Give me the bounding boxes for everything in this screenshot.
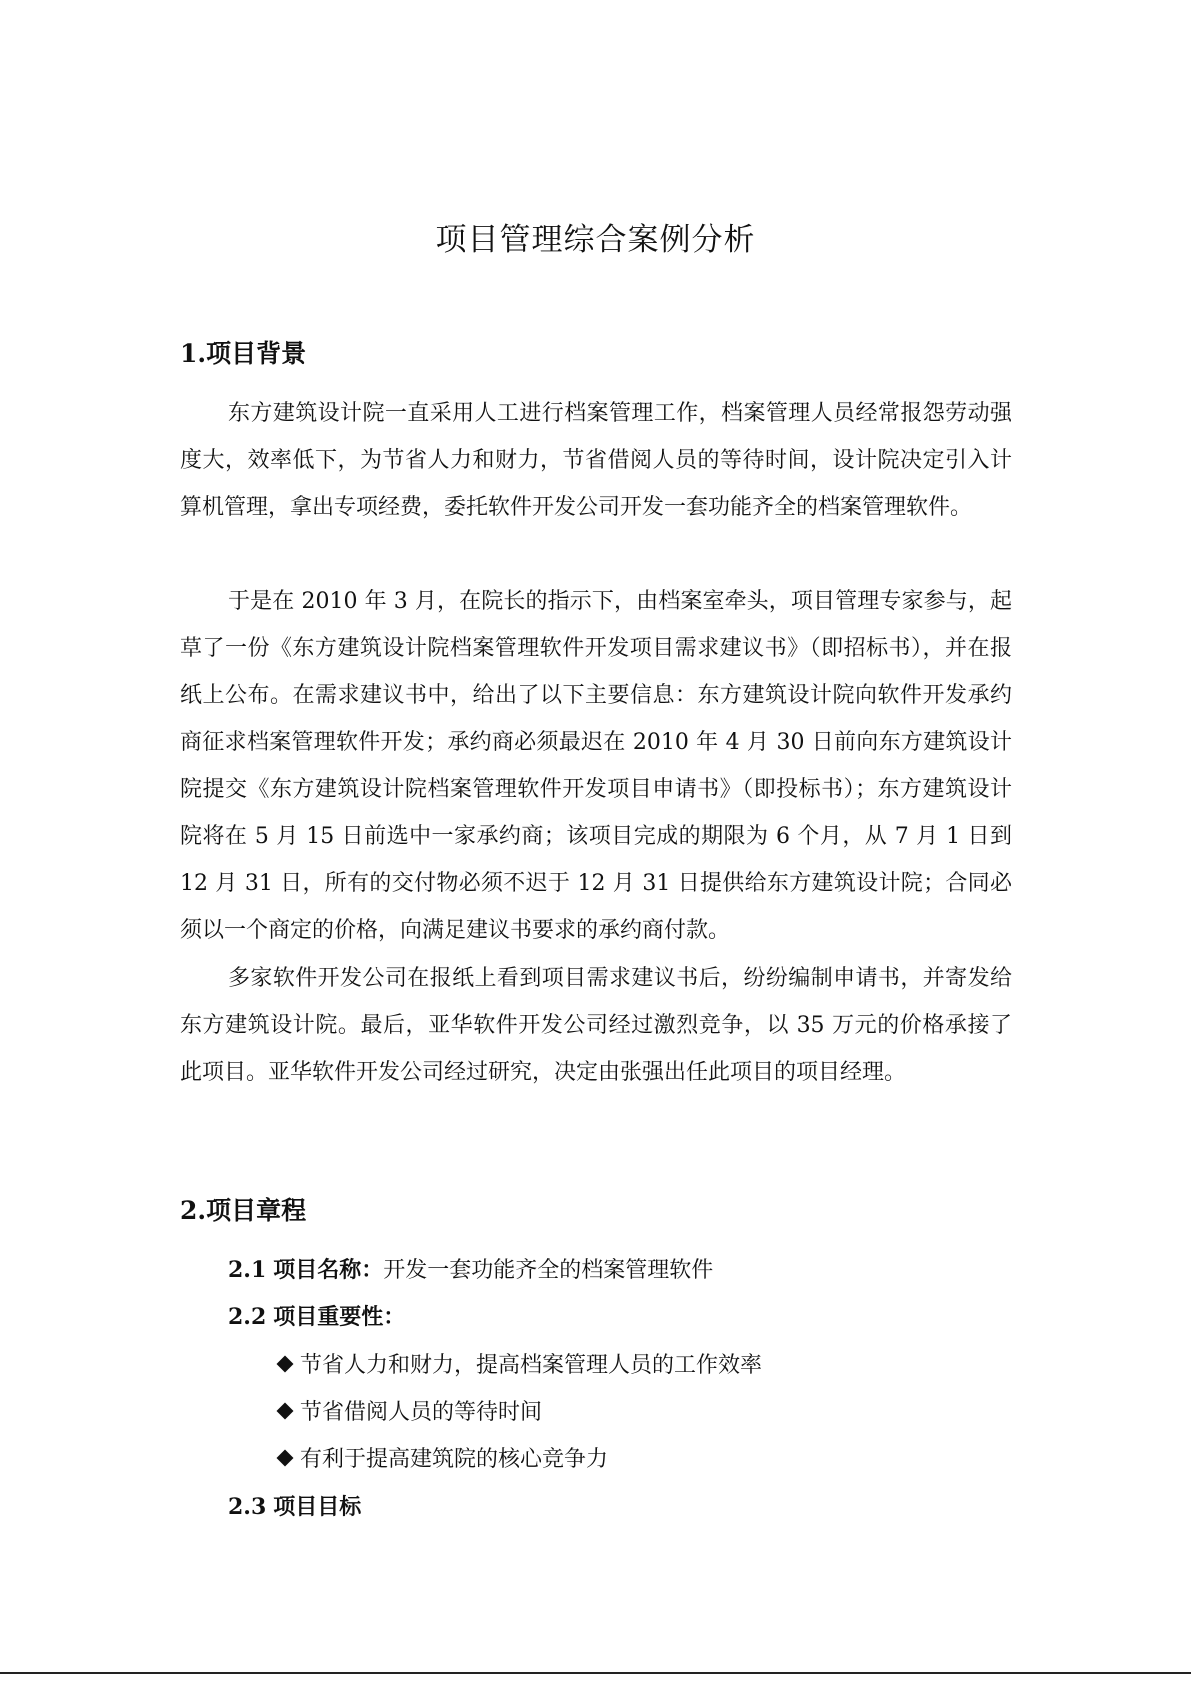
item-number: 2.3 bbox=[228, 1494, 267, 1520]
section-heading-background: 1.项目背景 bbox=[180, 339, 307, 368]
section-heading-charter: 2.项目章程 bbox=[180, 1196, 307, 1225]
diamond-bullet-icon bbox=[277, 1356, 294, 1373]
item-project-name bbox=[228, 1253, 713, 1284]
item-label: 项目目标 bbox=[273, 1494, 362, 1520]
bullet-item bbox=[277, 1442, 608, 1473]
item-project-importance bbox=[228, 1300, 405, 1331]
item-number: 2.2 bbox=[228, 1304, 267, 1330]
bullet-item bbox=[277, 1348, 762, 1379]
page-bottom-border bbox=[0, 1672, 1191, 1674]
bullet-text: 有利于提高建筑院的核心竞争力 bbox=[300, 1447, 609, 1472]
diamond-bullet-icon bbox=[277, 1450, 294, 1467]
item-label: 项目重要性： bbox=[273, 1304, 406, 1330]
paragraph-background-2: 于是在 2010 年 3 月，在院长的指示下，由档案室牵头，项目管理专家参与，起草了一份《东方建筑设计院档案管理软件开发项目需求建议书》（即招标书），并在报纸上公布。在需求建议书中，给出了以下主要信息：东方建筑设计院向软件开发承约商征求档案管理软件开发；承约商必须最迟在 2010 年 4 月 30 日前向东方建筑设计院提交《东方建筑设计院档案管理软件开发项目申请书》（即投标书）；东方建筑设计院将在 5 月 15 日前选中一家承约商；该项目完成的期限为 6 个月，从 7 月 1 日到 12 月 31 日，所有的交付物必须不迟于 12 月 31 日提供给东方建筑设计院；合同必须以一个商定的价格，向满足建议书要求的承约商付款。 bbox=[180, 589, 1012, 943]
bullet-text: 节省借阅人员的等待时间 bbox=[300, 1400, 543, 1425]
bullet-text: 节省人力和财力，提高档案管理人员的工作效率 bbox=[300, 1353, 763, 1378]
item-number: 2.1 bbox=[228, 1257, 267, 1283]
diamond-bullet-icon bbox=[277, 1403, 294, 1420]
paragraph-background-3: 多家软件开发公司在报纸上看到项目需求建议书后，纷纷编制申请书，并寄发给东方建筑设计院。最后，亚华软件开发公司经过激烈竞争，以 35 万元的价格承接了此项目。亚华软件开发公司经过研究，决定由张强出任此项目的项目经理。 bbox=[180, 966, 1012, 1085]
item-value: 开发一套功能齐全的档案管理软件 bbox=[383, 1258, 714, 1283]
document-title: 项目管理综合案例分析 bbox=[435, 222, 756, 258]
item-project-goals bbox=[228, 1490, 361, 1521]
item-label: 项目名称： bbox=[273, 1257, 384, 1283]
paragraph-background-1: 东方建筑设计院一直采用人工进行档案管理工作，档案管理人员经常报怨劳动强度大，效率低下，为节省人力和财力，节省借阅人员的等待时间，设计院决定引入计算机管理，拿出专项经费，委托软件开发公司开发一套功能齐全的档案管理软件。 bbox=[180, 401, 1012, 520]
bullet-item bbox=[277, 1395, 542, 1426]
